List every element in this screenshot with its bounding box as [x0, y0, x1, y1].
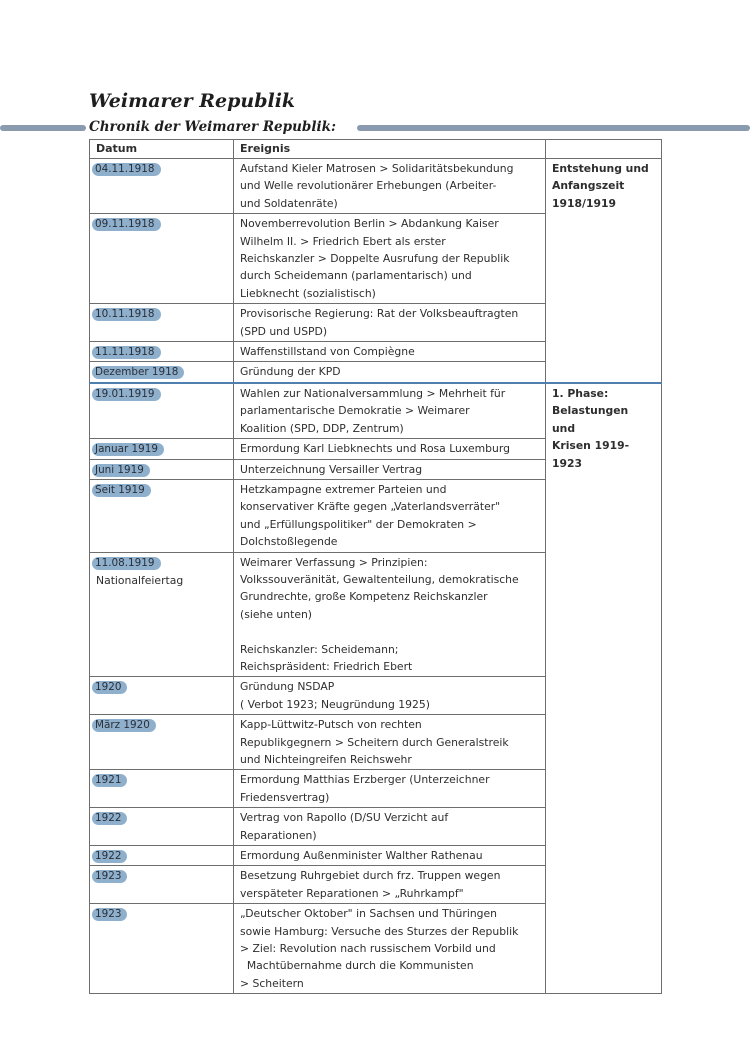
event-line: konservativer Kräfte gegen „Vaterlandsverräter" [240, 500, 501, 514]
event-line [240, 623, 539, 640]
event-line: verspäteter Reparationen > „Ruhrkampf" [240, 886, 464, 900]
date-cell [90, 342, 234, 362]
event-cell [234, 362, 546, 383]
event-line: und „Erfüllungspolitiker" der Demokraten > [240, 517, 477, 531]
date-highlight: 1923 [92, 870, 127, 883]
date-cell [90, 214, 234, 304]
phase-label-line: Anfangszeit [552, 179, 625, 193]
date-cell [90, 479, 234, 552]
event-cell [234, 715, 546, 770]
event-line: Reparationen) [240, 828, 317, 842]
table-header-row [90, 140, 662, 159]
date-highlight: März 1920 [92, 719, 156, 732]
event-cell [234, 439, 546, 459]
event-cell [234, 383, 546, 439]
event-line: Friedensvertrag) [240, 790, 330, 804]
event-line: Provisorische Regierung: Rat der Volksbeauftragten [240, 307, 519, 321]
event-line: Wilhelm II. > Friedrich Ebert als erster [240, 234, 446, 248]
event-cell [234, 342, 546, 362]
event-cell [234, 808, 546, 846]
event-cell [234, 904, 546, 994]
event-line: Wahlen zur Nationalversammlung > Mehrheit für [240, 386, 506, 400]
date-highlight: 11.08.1919 [92, 557, 161, 570]
event-line: Besetzung Ruhrgebiet durch frz. Truppen wegen [240, 869, 501, 883]
event-line: Dolchstoßlegende [240, 535, 338, 549]
subtitle-row [0, 119, 750, 137]
event-line: Machtübernahme durch die Kommunisten [240, 959, 474, 973]
header-event: Ereignis [234, 140, 546, 159]
event-line: Liebknecht (sozialistisch) [240, 286, 376, 300]
date-highlight: 11.11.1918 [92, 346, 161, 359]
phase-cell [546, 159, 662, 383]
date-highlight: 09.11.1918 [92, 218, 161, 231]
event-line: Grundrechte, große Kompetenz Reichskanzler [240, 590, 488, 604]
event-cell [234, 214, 546, 304]
decorative-rule-left [0, 125, 86, 131]
event-line: Reichspräsident: Friedrich Ebert [240, 659, 413, 673]
phase-cell [546, 383, 662, 994]
event-line: (siehe unten) [240, 607, 313, 621]
event-line: Reichskanzler: Scheidemann; [240, 642, 399, 656]
date-cell [90, 904, 234, 994]
event-cell [234, 479, 546, 552]
event-line: Vertrag von Rapollo (D/SU Verzicht auf [240, 811, 449, 825]
date-cell [90, 808, 234, 846]
date-highlight: 1920 [92, 681, 127, 694]
date-note: Nationalfeiertag [96, 573, 184, 587]
date-cell [90, 159, 234, 214]
date-highlight: 1922 [92, 850, 127, 863]
date-highlight: 19.01.1919 [92, 388, 161, 401]
table-row [90, 383, 662, 439]
event-line: und Soldatenräte) [240, 196, 338, 210]
event-line: sowie Hamburg: Versuche des Sturzes der Republik [240, 924, 519, 938]
date-cell [90, 459, 234, 479]
date-highlight: 1922 [92, 812, 127, 825]
decorative-rule-right [357, 125, 750, 131]
event-line: Gründung der KPD [240, 365, 341, 379]
event-line: Unterzeichnung Versailler Vertrag [240, 462, 423, 476]
event-cell [234, 304, 546, 342]
table-row [90, 159, 662, 214]
event-cell [234, 552, 546, 677]
event-line: „Deutscher Oktober" in Sachsen und Thüringen [240, 907, 498, 921]
date-cell [90, 362, 234, 383]
event-line: Reichskanzler > Doppelte Ausrufung der Republik [240, 252, 510, 266]
chronology-table [89, 139, 662, 994]
date-cell [90, 677, 234, 715]
date-highlight: Januar 1919 [92, 443, 164, 456]
event-line: Waffenstillstand von Compiègne [240, 345, 415, 359]
event-cell [234, 866, 546, 904]
date-highlight: 1921 [92, 774, 127, 787]
event-line: Kapp-Lüttwitz-Putsch von rechten [240, 718, 422, 732]
table-body [90, 159, 662, 994]
date-cell [90, 715, 234, 770]
date-highlight: 1923 [92, 908, 127, 921]
date-highlight: Dezember 1918 [92, 366, 184, 379]
date-highlight: Juni 1919 [92, 464, 150, 477]
event-line: Gründung NSDAP [240, 680, 335, 694]
phase-label-line: 1918/1919 [552, 196, 617, 210]
event-line: Novemberrevolution Berlin > Abdankung Kaiser [240, 217, 499, 231]
event-line: Republikgegnern > Scheitern durch Generalstreik [240, 735, 509, 749]
phase-label-line: Belastungen und [552, 404, 629, 435]
event-line: Koalition (SPD, DDP, Zentrum) [240, 421, 404, 435]
event-cell [234, 770, 546, 808]
event-line: und Welle revolutionärer Erhebungen (Arbeiter- [240, 179, 497, 193]
date-cell [90, 552, 234, 677]
event-line: Ermordung Karl Liebknechts und Rosa Luxemburg [240, 442, 510, 456]
page-title: Weimarer Republik [89, 90, 296, 112]
date-highlight: 04.11.1918 [92, 163, 161, 176]
event-line: (SPD und USPD) [240, 324, 328, 338]
date-cell [90, 304, 234, 342]
event-cell [234, 677, 546, 715]
event-line: Weimarer Verfassung > Prinzipien: [240, 555, 428, 569]
event-cell [234, 159, 546, 214]
phase-label-line: Krisen 1919-1923 [552, 439, 630, 470]
event-line: parlamentarische Demokratie > Weimarer [240, 404, 470, 418]
event-line: Volkssouveränität, Gewaltenteilung, demokratische [240, 572, 519, 586]
event-cell [234, 846, 546, 866]
event-line: ( Verbot 1923; Neugründung 1925) [240, 697, 430, 711]
event-cell [234, 459, 546, 479]
date-highlight: 10.11.1918 [92, 308, 161, 321]
event-line: Ermordung Außenminister Walther Rathenau [240, 849, 483, 863]
event-line: und Nichteingreifen Reichswehr [240, 752, 412, 766]
event-line: > Scheitern [240, 976, 304, 990]
date-cell [90, 439, 234, 459]
date-highlight: Seit 1919 [92, 484, 151, 497]
date-cell [90, 383, 234, 439]
event-line: Aufstand Kieler Matrosen > Solidaritätsbekundung [240, 162, 514, 175]
event-line: Hetzkampagne extremer Parteien und [240, 482, 447, 496]
phase-label-line: 1. Phase: [552, 386, 609, 400]
phase-label-line: Entstehung und [552, 162, 649, 175]
header-date: Datum [90, 140, 234, 159]
date-cell [90, 770, 234, 808]
event-line: durch Scheidemann (parlamentarisch) und [240, 269, 472, 283]
date-cell [90, 846, 234, 866]
header-phase [546, 140, 662, 159]
event-line: > Ziel: Revolution nach russischem Vorbild und [240, 942, 496, 956]
page-subtitle: Chronik der Weimarer Republik: [89, 119, 336, 135]
event-line: Ermordung Matthias Erzberger (Unterzeichner [240, 773, 490, 787]
date-cell [90, 866, 234, 904]
